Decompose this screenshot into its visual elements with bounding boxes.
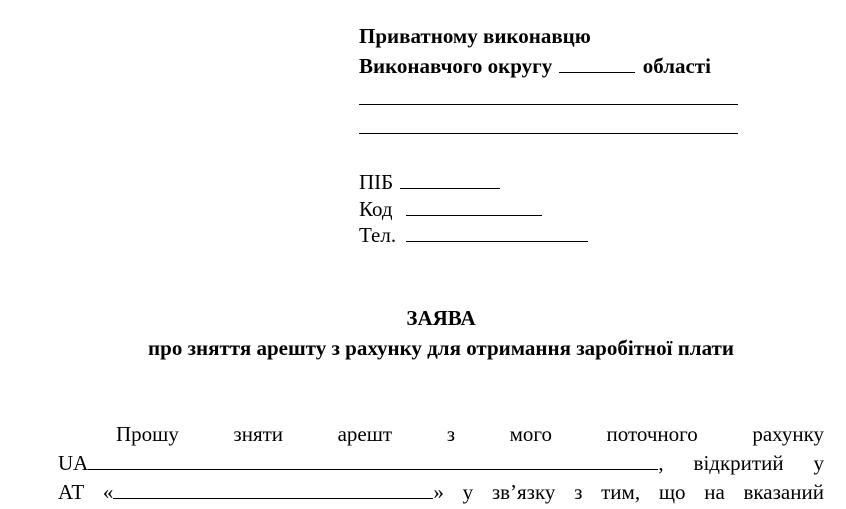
addressee-recipient: Приватному виконавцю: [359, 24, 591, 48]
bank-label: АТ: [58, 480, 85, 504]
iban-prefix: UA: [58, 451, 89, 475]
body-word: відкритий: [693, 451, 784, 475]
bank-name-group: [103, 480, 444, 504]
body-word: з: [574, 480, 583, 504]
phone-label: Тел.: [359, 223, 397, 247]
applicant-code-row: [359, 197, 544, 221]
body-word: у: [462, 480, 474, 504]
iban-blank-field[interactable]: [88, 452, 658, 470]
body-word: поточного: [606, 422, 698, 446]
body-word: зняти: [233, 422, 284, 446]
body-word: на: [704, 480, 725, 504]
bank-name-blank-field[interactable]: [113, 481, 433, 499]
body-word: з: [446, 422, 455, 446]
body-line-3: [58, 480, 824, 504]
body-word: мого: [509, 422, 552, 446]
region-label: області: [642, 54, 711, 78]
body-word: зв’язку: [491, 480, 556, 504]
addressee-line-1: [359, 24, 591, 48]
body-line-2: [58, 451, 824, 475]
body-word: рахунку: [752, 422, 824, 446]
code-blank-field[interactable]: [406, 198, 542, 216]
code-label: Код: [359, 197, 393, 221]
addressee-blank-line-1[interactable]: [359, 104, 738, 105]
name-label: ПІБ: [359, 170, 394, 194]
applicant-name-row: [359, 170, 502, 194]
open-quote: «: [102, 480, 114, 504]
addressee-blank-line-2[interactable]: [359, 133, 738, 134]
body-word: вказаний: [743, 480, 824, 504]
close-quote: »: [433, 480, 444, 504]
phone-blank-field[interactable]: [406, 224, 588, 242]
iban-comma: ,: [658, 451, 664, 475]
body-line-1: [116, 422, 824, 446]
iban-group: [58, 451, 664, 475]
body-word: що: [658, 480, 686, 504]
district-label: Виконавчого округу: [359, 54, 553, 78]
document-title: ЗАЯВА: [406, 306, 476, 330]
applicant-phone-row: [359, 223, 590, 247]
body-word: Прошу: [116, 422, 179, 446]
addressee-line-2: [359, 54, 711, 78]
body-word: у: [813, 451, 824, 475]
body-word: тим,: [601, 480, 641, 504]
document-subtitle: про зняття арешту з рахунку для отримання заробітної плати: [148, 336, 734, 360]
district-blank-field[interactable]: [559, 55, 635, 73]
body-word: арешт: [337, 422, 393, 446]
name-blank-field[interactable]: [400, 171, 500, 189]
